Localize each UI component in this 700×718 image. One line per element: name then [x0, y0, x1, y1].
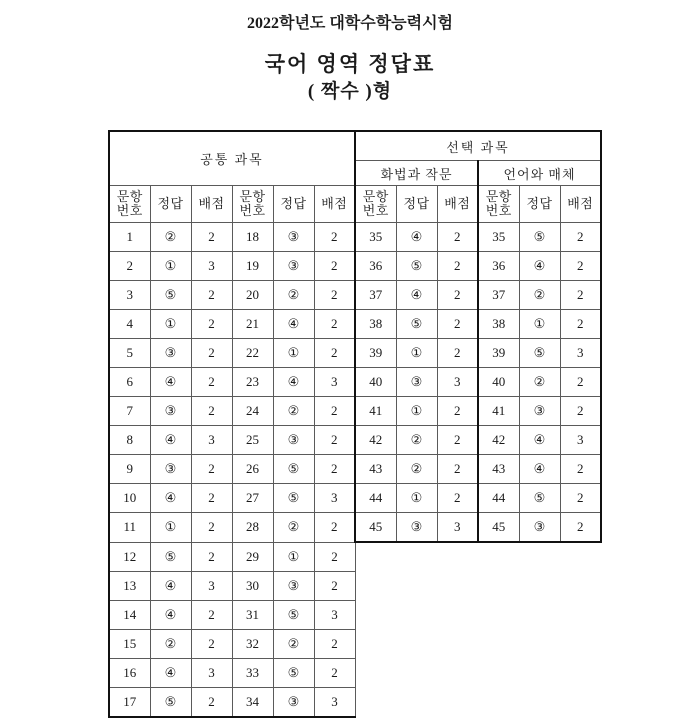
language-media-empty-answer [519, 687, 560, 717]
language-media-empty-no [478, 600, 519, 629]
speech-writing-empty-answer [396, 658, 437, 687]
speech-writing-empty-no [355, 571, 396, 600]
common-left-points: 2 [191, 223, 232, 252]
common-left-question-no: 10 [109, 484, 150, 513]
speech-writing-empty-points [437, 658, 478, 687]
language-media-answer: ⑤ [519, 484, 560, 513]
common-left-question-no: 16 [109, 658, 150, 687]
language-media-answer: ① [519, 310, 560, 339]
language-media-answer: ④ [519, 455, 560, 484]
common-left-question-no: 3 [109, 281, 150, 310]
answer-table-container [108, 130, 602, 718]
speech-writing-question-no: 45 [355, 513, 396, 543]
common-right-answer: ⑤ [273, 484, 314, 513]
column-header-row [109, 186, 601, 223]
speech-writing-answer: ④ [396, 281, 437, 310]
common-left-question-no: 12 [109, 542, 150, 571]
speech-writing-points: 2 [437, 426, 478, 455]
common-left-question-no: 6 [109, 368, 150, 397]
answer-key-table [108, 130, 602, 718]
common-left-question-no: 9 [109, 455, 150, 484]
col-header-question-no-speech-writing: 문항 번호 [355, 186, 396, 223]
speech-writing-points: 2 [437, 397, 478, 426]
col-header-answer-language-media: 정답 [519, 186, 560, 223]
col-header-question-no-common-2: 문항 번호 [232, 186, 273, 223]
common-right-answer: ③ [273, 426, 314, 455]
common-left-answer: ⑤ [150, 687, 191, 717]
speech-writing-empty-points [437, 629, 478, 658]
language-media-points: 2 [560, 397, 601, 426]
speech-writing-points: 3 [437, 368, 478, 397]
common-right-question-no: 31 [232, 600, 273, 629]
common-right-question-no: 25 [232, 426, 273, 455]
language-media-question-no: 35 [478, 223, 519, 252]
common-right-question-no: 23 [232, 368, 273, 397]
common-right-answer: ③ [273, 252, 314, 281]
subject-header-language-media: 언어와 매체 [478, 161, 601, 186]
language-media-empty-no [478, 629, 519, 658]
col-header-answer-speech-writing: 정답 [396, 186, 437, 223]
speech-writing-points: 3 [437, 513, 478, 543]
common-right-points: 3 [314, 368, 355, 397]
language-media-empty-points [560, 542, 601, 571]
language-media-points: 2 [560, 252, 601, 281]
common-left-points: 2 [191, 542, 232, 571]
table-row [109, 310, 601, 339]
language-media-question-no: 43 [478, 455, 519, 484]
common-left-points: 2 [191, 455, 232, 484]
common-left-points: 3 [191, 658, 232, 687]
speech-writing-answer: ⑤ [396, 310, 437, 339]
speech-writing-empty-no [355, 629, 396, 658]
common-left-answer: ② [150, 629, 191, 658]
speech-writing-question-no: 42 [355, 426, 396, 455]
common-left-answer: ④ [150, 600, 191, 629]
exam-form-type: ( 짝수 )형 [307, 81, 393, 103]
table-row [109, 629, 601, 658]
speech-writing-empty-no [355, 687, 396, 717]
common-right-points: 2 [314, 223, 355, 252]
common-right-answer: ① [273, 339, 314, 368]
common-right-points: 2 [314, 542, 355, 571]
speech-writing-points: 2 [437, 484, 478, 513]
language-media-points: 2 [560, 484, 601, 513]
common-right-question-no: 24 [232, 397, 273, 426]
language-media-question-no: 40 [478, 368, 519, 397]
language-media-question-no: 38 [478, 310, 519, 339]
table-row [109, 339, 601, 368]
speech-writing-empty-points [437, 542, 478, 571]
language-media-empty-answer [519, 600, 560, 629]
common-right-points: 3 [314, 600, 355, 629]
speech-writing-question-no: 36 [355, 252, 396, 281]
speech-writing-empty-answer [396, 542, 437, 571]
language-media-empty-no [478, 571, 519, 600]
speech-writing-answer: ① [396, 484, 437, 513]
language-media-answer: ③ [519, 513, 560, 543]
speech-writing-question-no: 43 [355, 455, 396, 484]
common-right-points: 3 [314, 484, 355, 513]
common-right-question-no: 33 [232, 658, 273, 687]
language-media-empty-no [478, 658, 519, 687]
subject-header-speech-writing: 화법과 작문 [355, 161, 478, 186]
speech-writing-empty-answer [396, 687, 437, 717]
speech-writing-empty-no [355, 658, 396, 687]
common-right-answer: ③ [273, 223, 314, 252]
language-media-empty-answer [519, 571, 560, 600]
table-row [109, 426, 601, 455]
common-left-answer: ② [150, 223, 191, 252]
common-right-question-no: 29 [232, 542, 273, 571]
common-left-answer: ① [150, 310, 191, 339]
language-media-empty-no [478, 687, 519, 717]
common-left-points: 2 [191, 484, 232, 513]
title-block [0, 0, 700, 105]
table-row [109, 397, 601, 426]
common-left-points: 2 [191, 368, 232, 397]
language-media-answer: ② [519, 281, 560, 310]
speech-writing-answer: ② [396, 455, 437, 484]
common-right-answer: ⑤ [273, 455, 314, 484]
speech-writing-points: 2 [437, 310, 478, 339]
table-row [109, 571, 601, 600]
speech-writing-question-no: 35 [355, 223, 396, 252]
language-media-points: 2 [560, 455, 601, 484]
speech-writing-empty-no [355, 600, 396, 629]
col-header-answer-common-2: 정답 [273, 186, 314, 223]
common-right-answer: ② [273, 397, 314, 426]
speech-writing-answer: ① [396, 397, 437, 426]
table-row [109, 658, 601, 687]
common-right-answer: ③ [273, 571, 314, 600]
common-left-question-no: 17 [109, 687, 150, 717]
speech-writing-answer: ⑤ [396, 252, 437, 281]
col-header-answer-common-1: 정답 [150, 186, 191, 223]
language-media-empty-points [560, 571, 601, 600]
common-right-points: 2 [314, 310, 355, 339]
speech-writing-answer: ② [396, 426, 437, 455]
speech-writing-empty-no [355, 542, 396, 571]
common-right-question-no: 21 [232, 310, 273, 339]
col-header-points-common-1: 배점 [191, 186, 232, 223]
common-right-points: 2 [314, 397, 355, 426]
common-left-points: 2 [191, 687, 232, 717]
language-media-answer: ③ [519, 397, 560, 426]
common-right-question-no: 28 [232, 513, 273, 543]
common-left-points: 3 [191, 252, 232, 281]
common-left-question-no: 8 [109, 426, 150, 455]
common-right-answer: ① [273, 542, 314, 571]
common-left-answer: ④ [150, 426, 191, 455]
common-left-answer: ③ [150, 339, 191, 368]
common-right-answer: ② [273, 513, 314, 543]
language-media-points: 3 [560, 339, 601, 368]
language-media-question-no: 41 [478, 397, 519, 426]
speech-writing-answer: ④ [396, 223, 437, 252]
language-media-question-no: 42 [478, 426, 519, 455]
language-media-answer: ② [519, 368, 560, 397]
common-right-answer: ③ [273, 687, 314, 717]
common-left-question-no: 14 [109, 600, 150, 629]
common-right-answer: ④ [273, 368, 314, 397]
speech-writing-answer: ① [396, 339, 437, 368]
speech-writing-question-no: 37 [355, 281, 396, 310]
speech-writing-points: 2 [437, 223, 478, 252]
common-right-points: 2 [314, 252, 355, 281]
col-header-question-no-language-media: 문항 번호 [478, 186, 519, 223]
language-media-answer: ⑤ [519, 223, 560, 252]
common-left-answer: ④ [150, 484, 191, 513]
speech-writing-question-no: 38 [355, 310, 396, 339]
common-right-points: 2 [314, 339, 355, 368]
speech-writing-question-no: 39 [355, 339, 396, 368]
table-row [109, 542, 601, 571]
language-media-points: 2 [560, 281, 601, 310]
common-left-answer: ⑤ [150, 281, 191, 310]
common-right-points: 2 [314, 513, 355, 543]
language-media-question-no: 36 [478, 252, 519, 281]
common-left-answer: ③ [150, 397, 191, 426]
common-right-question-no: 18 [232, 223, 273, 252]
common-left-points: 2 [191, 310, 232, 339]
table-row [109, 513, 601, 543]
speech-writing-answer: ③ [396, 368, 437, 397]
table-row [109, 484, 601, 513]
language-media-question-no: 44 [478, 484, 519, 513]
common-right-question-no: 19 [232, 252, 273, 281]
table-row [109, 455, 601, 484]
language-media-answer: ④ [519, 426, 560, 455]
common-right-points: 2 [314, 629, 355, 658]
common-right-question-no: 27 [232, 484, 273, 513]
col-header-points-common-2: 배점 [314, 186, 355, 223]
common-left-answer: ① [150, 252, 191, 281]
language-media-points: 2 [560, 223, 601, 252]
language-media-points: 2 [560, 513, 601, 543]
language-media-answer: ④ [519, 252, 560, 281]
common-left-points: 2 [191, 600, 232, 629]
common-right-question-no: 34 [232, 687, 273, 717]
common-left-points: 2 [191, 281, 232, 310]
common-right-points: 2 [314, 455, 355, 484]
table-row [109, 252, 601, 281]
common-left-question-no: 5 [109, 339, 150, 368]
language-media-points: 2 [560, 310, 601, 339]
common-left-points: 2 [191, 513, 232, 543]
language-media-empty-points [560, 658, 601, 687]
speech-writing-points: 2 [437, 339, 478, 368]
speech-writing-question-no: 44 [355, 484, 396, 513]
common-left-question-no: 11 [109, 513, 150, 543]
table-row [109, 368, 601, 397]
language-media-question-no: 37 [478, 281, 519, 310]
common-left-points: 3 [191, 426, 232, 455]
common-left-answer: ④ [150, 658, 191, 687]
speech-writing-empty-points [437, 600, 478, 629]
common-left-question-no: 15 [109, 629, 150, 658]
common-right-question-no: 26 [232, 455, 273, 484]
common-left-answer: ④ [150, 571, 191, 600]
common-left-question-no: 2 [109, 252, 150, 281]
common-left-question-no: 4 [109, 310, 150, 339]
common-left-points: 2 [191, 339, 232, 368]
common-right-question-no: 32 [232, 629, 273, 658]
common-left-answer: ④ [150, 368, 191, 397]
col-header-question-no-common-1: 문항 번호 [109, 186, 150, 223]
language-media-empty-answer [519, 542, 560, 571]
speech-writing-empty-answer [396, 629, 437, 658]
language-media-empty-answer [519, 629, 560, 658]
common-right-answer: ⑤ [273, 600, 314, 629]
language-media-points: 3 [560, 426, 601, 455]
exam-year-title: 2022학년도 대학수학능력시험 [246, 15, 454, 32]
language-media-empty-points [560, 600, 601, 629]
common-right-answer: ② [273, 281, 314, 310]
language-media-points: 2 [560, 368, 601, 397]
common-left-points: 2 [191, 629, 232, 658]
language-media-answer: ⑤ [519, 339, 560, 368]
common-right-points: 3 [314, 687, 355, 717]
language-media-empty-answer [519, 658, 560, 687]
table-row [109, 281, 601, 310]
language-media-question-no: 45 [478, 513, 519, 543]
group-header-row [109, 131, 601, 161]
language-media-empty-points [560, 687, 601, 717]
common-left-question-no: 13 [109, 571, 150, 600]
speech-writing-question-no: 41 [355, 397, 396, 426]
common-right-question-no: 22 [232, 339, 273, 368]
common-left-question-no: 1 [109, 223, 150, 252]
common-left-answer: ① [150, 513, 191, 543]
common-left-answer: ③ [150, 455, 191, 484]
common-left-points: 3 [191, 571, 232, 600]
common-right-points: 2 [314, 281, 355, 310]
common-right-question-no: 30 [232, 571, 273, 600]
speech-writing-points: 2 [437, 455, 478, 484]
speech-writing-question-no: 40 [355, 368, 396, 397]
common-right-points: 2 [314, 658, 355, 687]
common-left-answer: ⑤ [150, 542, 191, 571]
group-header-elective: 선택 과목 [355, 131, 601, 161]
language-media-empty-no [478, 542, 519, 571]
table-row [109, 223, 601, 252]
speech-writing-empty-points [437, 687, 478, 717]
speech-writing-empty-answer [396, 600, 437, 629]
col-header-points-language-media: 배점 [560, 186, 601, 223]
common-right-points: 2 [314, 426, 355, 455]
table-row [109, 600, 601, 629]
speech-writing-points: 2 [437, 252, 478, 281]
common-left-points: 2 [191, 397, 232, 426]
speech-writing-answer: ③ [396, 513, 437, 543]
common-right-answer: ⑤ [273, 658, 314, 687]
exam-subject-title: 국어 영역 정답표 [264, 52, 436, 76]
group-header-common: 공통 과목 [109, 131, 355, 186]
common-right-points: 2 [314, 571, 355, 600]
common-right-answer: ② [273, 629, 314, 658]
common-right-answer: ④ [273, 310, 314, 339]
language-media-empty-points [560, 629, 601, 658]
common-left-question-no: 7 [109, 397, 150, 426]
table-row [109, 687, 601, 717]
col-header-points-speech-writing: 배점 [437, 186, 478, 223]
speech-writing-empty-answer [396, 571, 437, 600]
common-right-question-no: 20 [232, 281, 273, 310]
language-media-question-no: 39 [478, 339, 519, 368]
speech-writing-empty-points [437, 571, 478, 600]
speech-writing-points: 2 [437, 281, 478, 310]
